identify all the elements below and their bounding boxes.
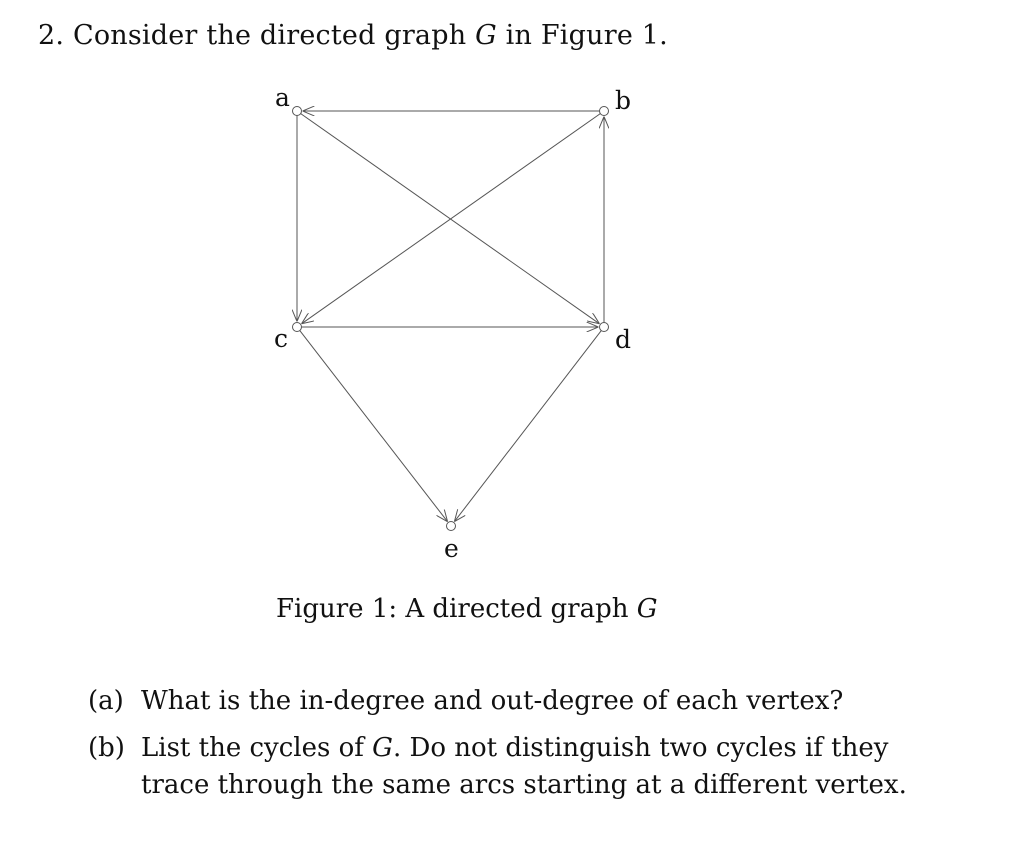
question-b-text-after: . Do not distinguish two cycles if they trace through the same arcs starting at a different vertex. <box>141 733 907 800</box>
figure-caption <box>276 594 658 624</box>
vertex-e <box>447 522 456 531</box>
question-b-symbol: G <box>372 733 393 763</box>
problem-text-after: in Figure 1. <box>496 20 668 51</box>
graph-edges <box>297 111 604 522</box>
graph-symbol: G <box>475 20 497 51</box>
caption-symbol: G <box>636 594 658 624</box>
vertex-b <box>600 107 609 116</box>
vertex-label-c: c <box>274 324 289 353</box>
vertex-label-b: b <box>615 86 632 115</box>
question-b-label: (b) <box>88 733 125 763</box>
vertex-a <box>293 107 302 116</box>
graph-vertex-labels <box>274 83 631 563</box>
problem-number: 2. <box>38 20 65 51</box>
vertex-d <box>600 323 609 332</box>
edge-c-to-e <box>300 331 448 522</box>
vertex-label-e: e <box>444 534 459 563</box>
question-a-label: (a) <box>88 686 124 716</box>
question-a-text: What is the in-degree and out-degree of each vertex? <box>141 686 844 716</box>
question-b-text-before: List the cycles of <box>141 733 373 763</box>
vertex-label-a: a <box>275 83 290 112</box>
edge-d-to-e <box>454 331 601 522</box>
graph-vertices <box>293 107 609 531</box>
vertex-label-d: d <box>615 325 632 354</box>
question-b-text <box>141 730 941 804</box>
caption-prefix: Figure 1: A directed graph <box>276 594 637 624</box>
vertex-c <box>293 323 302 332</box>
problem-text-before: Consider the directed graph <box>72 20 476 51</box>
